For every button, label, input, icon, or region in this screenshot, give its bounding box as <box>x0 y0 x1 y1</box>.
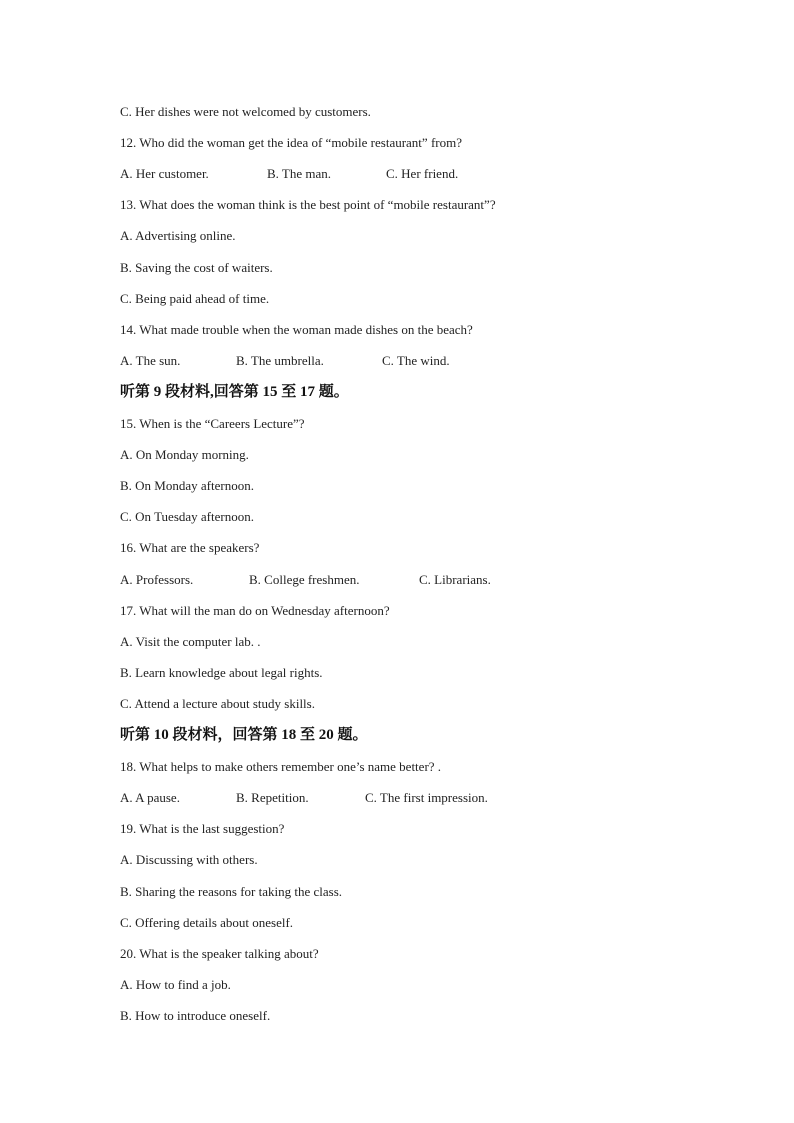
question-16-option-a: A. Professors. <box>120 572 194 587</box>
question-19-option-a: A. Discussing with others. <box>120 852 258 867</box>
question-16-option-c: C. Librarians. <box>419 572 491 587</box>
question-19-option-b: B. Sharing the reasons for taking the class. <box>120 884 343 899</box>
question-16-option-b: B. College freshmen. <box>249 572 360 587</box>
question-12-option-a: A. Her customer. <box>120 166 209 181</box>
question-14: 14. What made trouble when the woman made dishes on the beach? <box>120 322 473 337</box>
question-14-option-a: A. The sun. <box>120 353 181 368</box>
question-12: 12. Who did the woman get the idea of “mobile restaurant” from? <box>120 135 462 150</box>
question-15-option-a: A. On Monday morning. <box>120 447 249 462</box>
question-17-option-c: C. Attend a lecture about study skills. <box>120 696 315 711</box>
question-15: 15. When is the “Careers Lecture”? <box>120 416 305 431</box>
section-heading-10: 听第 10 段材料，回答第 18 至 20 题。 <box>120 727 368 743</box>
question-12-option-c: C. Her friend. <box>386 166 459 181</box>
question-13: 13. What does the woman think is the best point of “mobile restaurant”? <box>120 197 496 212</box>
question-18: 18. What helps to make others remember one’s name better? . <box>120 759 442 774</box>
question-11-option-c: C. Her dishes were not welcomed by customers. <box>120 104 371 119</box>
question-14-option-b: B. The umbrella. <box>236 353 324 368</box>
question-20: 20. What is the speaker talking about? <box>120 946 319 961</box>
question-18-option-c: C. The first impression. <box>365 790 488 805</box>
question-17-option-a: A. Visit the computer lab. . <box>120 634 261 649</box>
question-13-option-a: A. Advertising online. <box>120 228 236 243</box>
question-18-option-a: A. A pause. <box>120 790 180 805</box>
question-20-option-a: A. How to find a job. <box>120 977 231 992</box>
section-heading-9: 听第 9 段材料,回答第 15 至 17 题。 <box>120 384 349 400</box>
question-13-option-b: B. Saving the cost of waiters. <box>120 260 273 275</box>
question-19-option-c: C. Offering details about oneself. <box>120 915 294 930</box>
question-17: 17. What will the man do on Wednesday afternoon? <box>120 603 390 618</box>
question-20-option-b: B. How to introduce oneself. <box>120 1008 271 1023</box>
question-12-option-b: B. The man. <box>267 166 332 181</box>
question-16: 16. What are the speakers? <box>120 540 260 555</box>
question-18-option-b: B. Repetition. <box>236 790 309 805</box>
question-15-option-b: B. On Monday afternoon. <box>120 478 254 493</box>
question-19: 19. What is the last suggestion? <box>120 821 285 836</box>
question-13-option-c: C. Being paid ahead of time. <box>120 291 270 306</box>
question-17-option-b: B. Learn knowledge about legal rights. <box>120 665 323 680</box>
question-15-option-c: C. On Tuesday afternoon. <box>120 509 254 524</box>
question-14-option-c: C. The wind. <box>382 353 450 368</box>
